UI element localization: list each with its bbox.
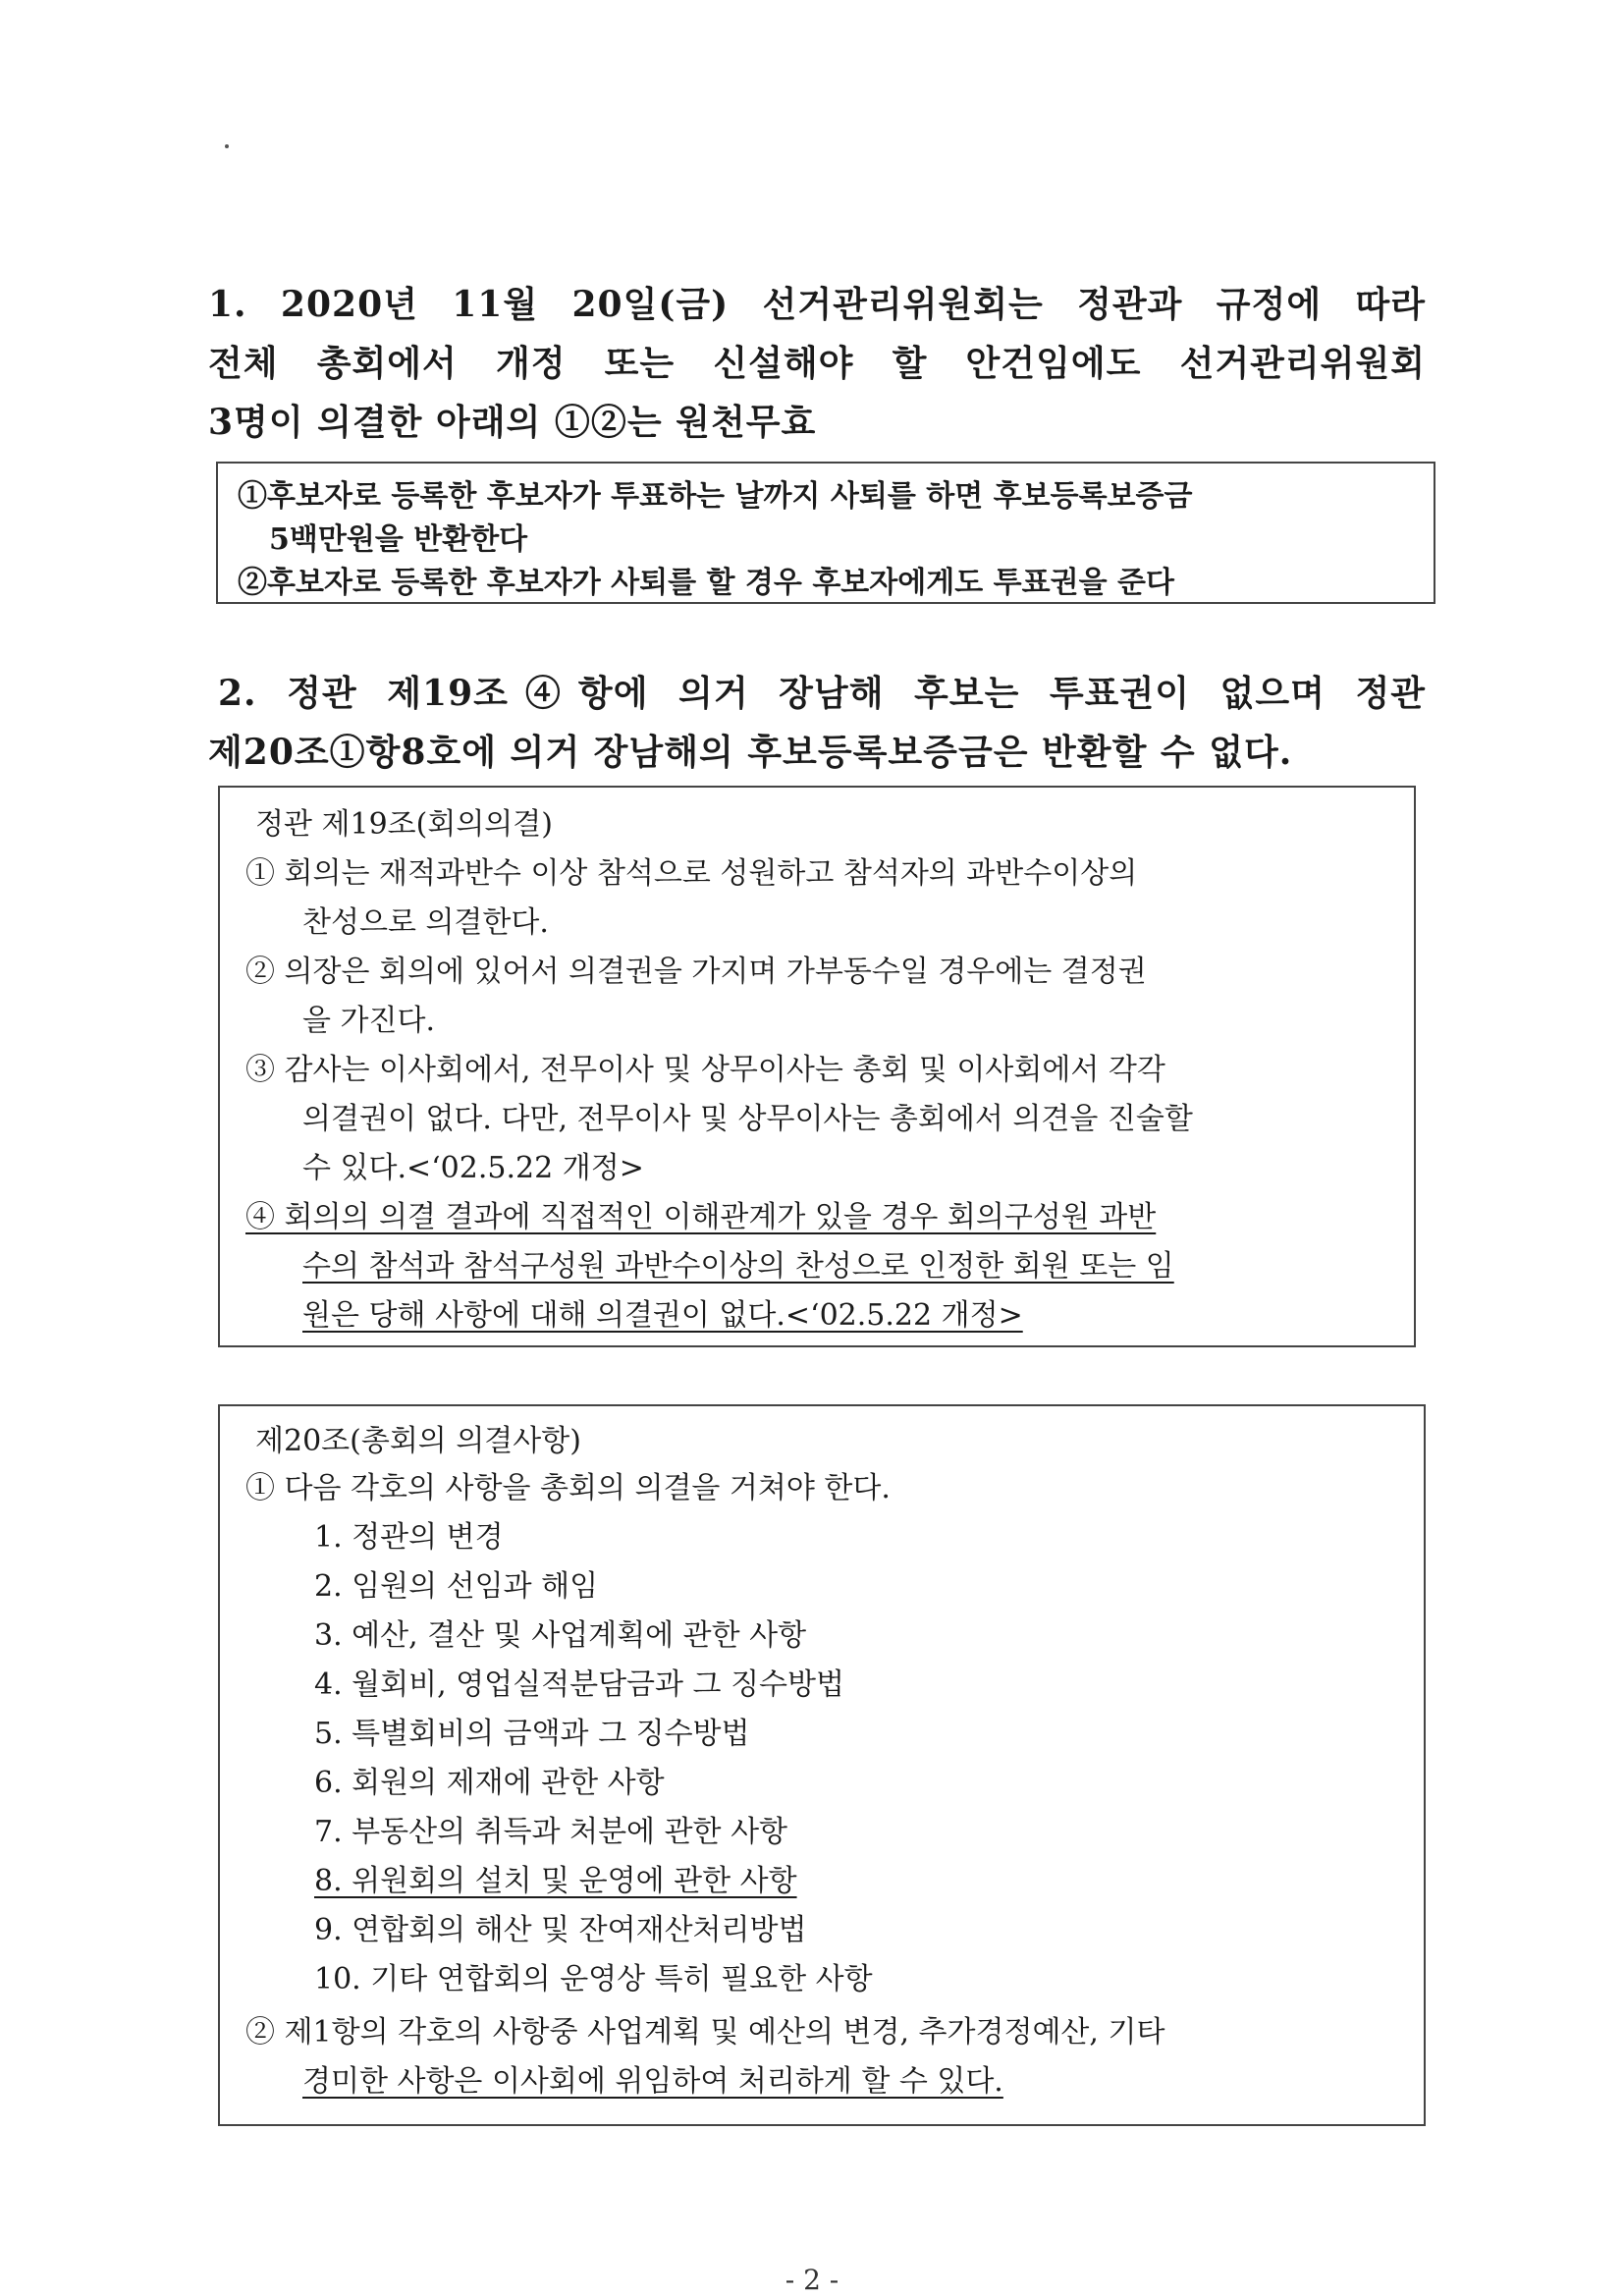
scan-speck [225, 144, 229, 148]
article-19-item-3-line-2: 의결권이 없다. 다만, 전무이사 및 상무이사는 총회에서 의견을 진술할 [302, 1102, 1193, 1136]
section-1-line: 3명이 의결한 아래의 ①②는 원천무효 [208, 402, 817, 443]
article-20-list-item: 4. 월회비, 영업실적분담금과 그 징수방법 [314, 1667, 844, 1702]
article-20-item-2-line-1: ② 제1항의 각호의 사항중 사업계획 및 예산의 변경, 추가경정예산, 기타 [245, 2015, 1165, 2050]
article-19-item-1-line-2: 찬성으로 의결한다. [302, 905, 549, 940]
article-19-item-1-line-1: ① 회의는 재적과반수 이상 참석으로 성원하고 참석자의 과반수이상의 [245, 856, 1138, 891]
article-20-list-item: 3. 예산, 결산 및 사업계획에 관한 사항 [314, 1618, 807, 1653]
article-20-list-item-underlined: 8. 위원회의 설치 및 운영에 관한 사항 [314, 1864, 797, 1898]
article-19-item-3-line-3: 수 있다.<‘02.5.22 개정> [302, 1151, 644, 1185]
notice-box-1 [216, 462, 1435, 604]
box-1-line: 5백만원을 반환한다 [269, 522, 528, 557]
article-20-list-item: 1. 정관의 변경 [314, 1520, 504, 1555]
article-20-list-item: 9. 연합회의 해산 및 잔여재산처리방법 [314, 1913, 807, 1947]
article-19-box [218, 786, 1416, 1347]
article-20-list-item: 6. 회원의 제재에 관한 사항 [314, 1766, 665, 1800]
article-20-list-item: 5. 특별회비의 금액과 그 징수방법 [314, 1717, 750, 1751]
section-1-heading [208, 275, 1426, 452]
article-20-list-item: 2. 임원의 선임과 해임 [314, 1569, 599, 1604]
article-19-item-4-line-1: ④ 회의의 의결 결과에 직접적인 이해관계가 있을 경우 회의구성원 과반 [245, 1200, 1157, 1234]
section-2-line: 제20조①항8호에 의거 장남해의 후보등록보증금은 반환할 수 없다. [208, 732, 1293, 773]
page-number: - 2 - [785, 2264, 839, 2296]
section-2-line: 2. 정관 제19조④항에 의거 장남해 후보는 투표권이 없으며 정관 [218, 673, 1426, 714]
article-20-list-item: 7. 부동산의 취득과 처분에 관한 사항 [314, 1815, 788, 1849]
section-1-line: 전체 총회에서 개정 또는 신설해야 할 안건임에도 선거관리위원회 [208, 343, 1426, 384]
article-19-item-2-line-1: ② 의장은 회의에 있어서 의결권을 가지며 가부동수일 경우에는 결정권 [245, 955, 1147, 989]
section-1-line: 1. 2020년 11월 20일(금) 선거관리위원회는 정관과 규정에 따라 [208, 284, 1426, 325]
section-2-heading [208, 664, 1426, 782]
box-1-line: ①후보자로 등록한 후보자가 투표하는 날까지 사퇴를 하면 후보등록보증금 [238, 479, 1193, 514]
article-19-item-4-line-3: 원은 당해 사항에 대해 의결권이 없다.<‘02.5.22 개정> [302, 1298, 1023, 1333]
article-19-item-3-line-1: ③ 감사는 이사회에서, 전무이사 및 상무이사는 총회 및 이사회에서 각각 [245, 1053, 1165, 1087]
article-19-item-4-line-2: 수의 참석과 참석구성원 과반수이상의 찬성으로 인정한 회원 또는 임 [302, 1249, 1174, 1284]
article-19-item-2-line-2: 을 가진다. [302, 1004, 435, 1038]
article-20-item-1: ① 다음 각호의 사항을 총회의 의결을 거쳐야 한다. [245, 1471, 891, 1505]
box-1-line: ②후보자로 등록한 후보자가 사퇴를 할 경우 후보자에게도 투표권을 준다 [238, 566, 1174, 600]
article-20-box [218, 1404, 1426, 2126]
article-19-title: 정관 제19조(회의의결) [255, 807, 553, 842]
article-20-item-2-line-2: 경미한 사항은 이사회에 위임하여 처리하게 할 수 있다. [302, 2064, 1003, 2099]
article-20-list-item: 10. 기타 연합회의 운영상 특히 필요한 사항 [314, 1962, 873, 1996]
article-20-title: 제20조(총회의 의결사항) [255, 1424, 581, 1458]
